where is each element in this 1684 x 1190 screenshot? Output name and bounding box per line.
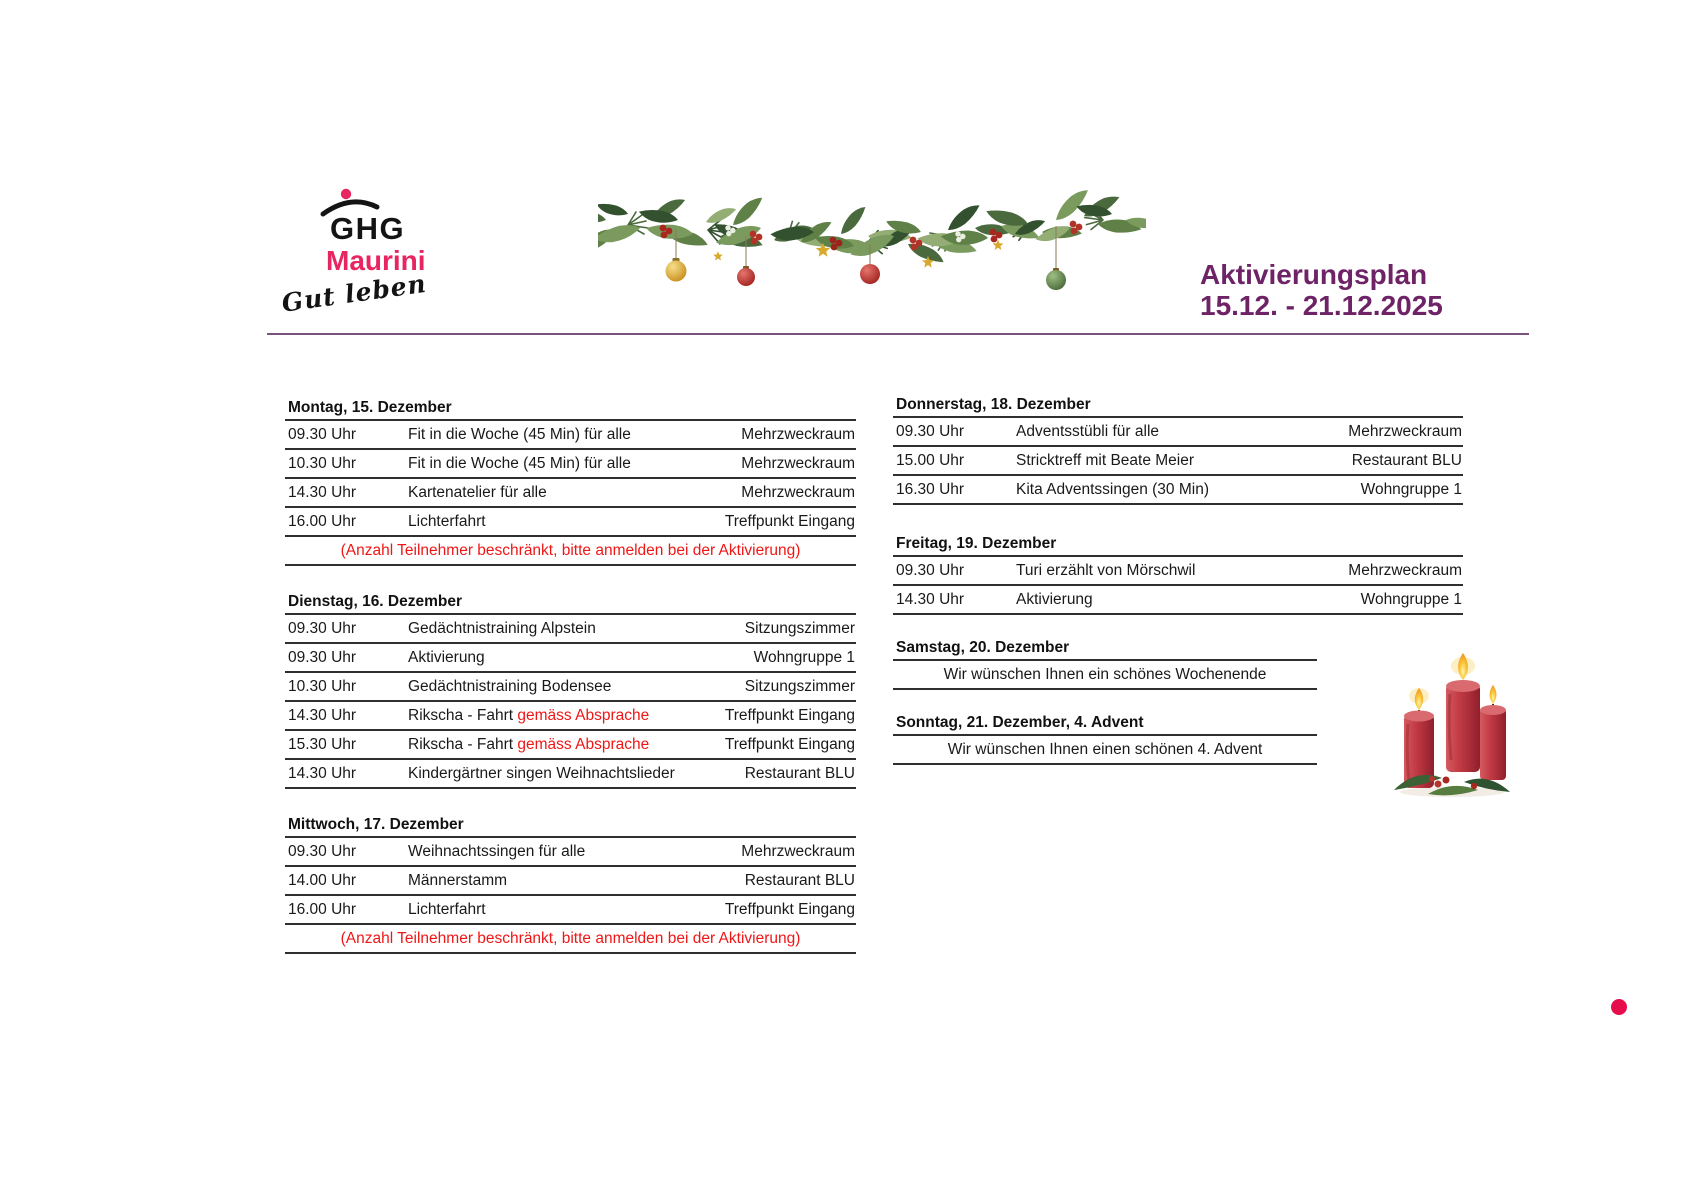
event-row — [893, 447, 1463, 476]
event-time: 10.30 Uhr — [288, 677, 357, 695]
event-activity — [408, 872, 745, 890]
activity-text: Gedächtnistraining Bodensee — [408, 677, 612, 695]
event-row — [893, 557, 1463, 586]
day-section — [285, 594, 856, 789]
event-activity — [408, 455, 741, 473]
event-location: Mehrzweckraum — [1348, 561, 1462, 579]
event-time: 09.30 Uhr — [288, 425, 357, 443]
event-activity — [1016, 591, 1361, 609]
event-row — [285, 508, 856, 537]
event-location: Wohngruppe 1 — [753, 648, 855, 666]
event-location: Treffpunkt Eingang — [724, 512, 855, 530]
activity-highlight: gemäss Absprache — [517, 706, 650, 724]
event-location: Mehrzweckraum — [741, 425, 855, 443]
event-row — [285, 421, 856, 450]
activity-text: Fit in die Woche (45 Min) für alle — [408, 454, 631, 472]
event-time: 16.00 Uhr — [288, 512, 357, 530]
activity-text: Weihnachtssingen für alle — [408, 842, 586, 860]
event-location: Wohngruppe 1 — [1360, 480, 1462, 498]
event-location: Sitzungszimmer — [744, 677, 855, 695]
event-location: Wohngruppe 1 — [1360, 590, 1462, 608]
day-title: Sonntag, 21. Dezember, 4. Advent — [893, 715, 1317, 736]
event-activity — [408, 426, 741, 444]
event-time: 14.30 Uhr — [288, 764, 357, 782]
event-row — [285, 450, 856, 479]
event-row — [893, 418, 1463, 447]
day-title: Dienstag, 16. Dezember — [285, 594, 856, 615]
event-location: Restaurant BLU — [744, 764, 855, 782]
day-section — [285, 817, 856, 954]
logo-name-text: Maurini — [326, 245, 426, 276]
activity-text: Kartenatelier für alle — [408, 483, 547, 501]
event-location: Mehrzweckraum — [741, 842, 855, 860]
event-row — [285, 731, 856, 760]
activity-highlight: gemäss Absprache — [517, 735, 650, 753]
day-title: Donnerstag, 18. Dezember — [893, 397, 1463, 418]
event-row — [285, 896, 856, 925]
event-row — [893, 586, 1463, 615]
schedule-column-right — [893, 397, 1463, 765]
event-time: 09.30 Uhr — [896, 422, 965, 440]
activity-text: Turi erzählt von Mörschwil — [1016, 561, 1196, 579]
event-time: 16.30 Uhr — [896, 480, 965, 498]
activity-text: Männerstamm — [408, 871, 508, 889]
event-activity — [408, 736, 725, 754]
event-location: Treffpunkt Eingang — [724, 706, 855, 724]
event-row — [285, 702, 856, 731]
event-time: 10.30 Uhr — [288, 454, 357, 472]
day-title: Samstag, 20. Dezember — [893, 640, 1317, 661]
day-section — [893, 536, 1463, 615]
header-divider-line — [267, 333, 1529, 335]
christmas-garland-image — [598, 170, 1146, 312]
advent-candles-image — [1388, 650, 1516, 800]
activity-text: Fit in die Woche (45 Min) für alle — [408, 425, 631, 443]
day-section — [893, 397, 1463, 505]
event-activity — [408, 484, 741, 502]
pink-accent-dot — [1611, 999, 1627, 1015]
logo-brand-text: GHG — [330, 211, 406, 246]
event-location: Restaurant BLU — [1351, 451, 1462, 469]
activity-text: Lichterfahrt — [408, 900, 486, 918]
schedule-column-left — [285, 400, 856, 954]
day-title: Montag, 15. Dezember — [285, 400, 856, 421]
note-row: (Anzahl Teilnehmer beschränkt, bitte anmelden bei der Aktivierung) — [285, 925, 856, 954]
event-activity — [1016, 481, 1361, 499]
day-section — [893, 715, 1317, 765]
activity-text: Aktivierung — [1016, 590, 1093, 608]
event-row — [285, 760, 856, 789]
event-row — [285, 838, 856, 867]
plan-title-line2: 15.12. - 21.12.2025 — [1200, 290, 1443, 321]
plan-title-line1: Aktivierungsplan — [1200, 259, 1428, 290]
event-activity — [408, 765, 745, 783]
event-activity — [408, 678, 745, 696]
event-time: 14.30 Uhr — [288, 706, 357, 724]
activity-text: Kita Adventssingen (30 Min) — [1016, 480, 1209, 498]
event-time: 15.30 Uhr — [288, 735, 357, 753]
event-activity — [408, 843, 741, 861]
event-row — [893, 476, 1463, 505]
message-row: Wir wünschen Ihnen einen schönen 4. Advent — [893, 736, 1317, 765]
event-time: 14.30 Uhr — [896, 590, 965, 608]
day-section — [893, 640, 1317, 690]
message-row: Wir wünschen Ihnen ein schönes Wochenende — [893, 661, 1317, 690]
event-time: 09.30 Uhr — [896, 561, 965, 579]
activity-text: Kindergärtner singen Weihnachtslieder — [408, 764, 675, 782]
day-title: Mittwoch, 17. Dezember — [285, 817, 856, 838]
event-activity — [408, 620, 745, 638]
event-location: Restaurant BLU — [744, 871, 855, 889]
activity-text: Rikscha - Fahrt — [408, 735, 518, 753]
event-location: Treffpunkt Eingang — [724, 735, 855, 753]
event-location: Mehrzweckraum — [1348, 422, 1462, 440]
activity-text: Gedächtnistraining Alpstein — [408, 619, 596, 637]
event-row — [285, 479, 856, 508]
plan-title — [1200, 259, 1443, 321]
activity-text: Adventsstübli für alle — [1016, 422, 1160, 440]
day-title: Freitag, 19. Dezember — [893, 536, 1463, 557]
event-row — [285, 644, 856, 673]
event-location: Treffpunkt Eingang — [724, 900, 855, 918]
event-row — [285, 615, 856, 644]
event-activity — [408, 649, 754, 667]
note-row: (Anzahl Teilnehmer beschränkt, bitte anmelden bei der Aktivierung) — [285, 537, 856, 566]
activity-text: Lichterfahrt — [408, 512, 486, 530]
event-row — [285, 673, 856, 702]
event-location: Mehrzweckraum — [741, 483, 855, 501]
logo-tagline: Gut leben — [279, 268, 429, 318]
activity-text: Aktivierung — [408, 648, 485, 666]
event-location: Sitzungszimmer — [744, 619, 855, 637]
event-activity — [1016, 562, 1348, 580]
event-time: 09.30 Uhr — [288, 648, 357, 666]
event-time: 09.30 Uhr — [288, 842, 357, 860]
event-row — [285, 867, 856, 896]
activity-text: Rikscha - Fahrt — [408, 706, 518, 724]
event-time: 14.00 Uhr — [288, 871, 357, 889]
event-time: 16.00 Uhr — [288, 900, 357, 918]
event-time: 09.30 Uhr — [288, 619, 357, 637]
day-section — [285, 400, 856, 566]
event-activity — [1016, 452, 1352, 470]
event-activity — [408, 901, 725, 919]
event-activity — [1016, 423, 1348, 441]
event-location: Mehrzweckraum — [741, 454, 855, 472]
event-time: 14.30 Uhr — [288, 483, 357, 501]
event-activity — [408, 707, 725, 725]
event-time: 15.00 Uhr — [896, 451, 965, 469]
event-activity — [408, 513, 725, 531]
activity-text: Stricktreff mit Beate Meier — [1016, 451, 1195, 469]
